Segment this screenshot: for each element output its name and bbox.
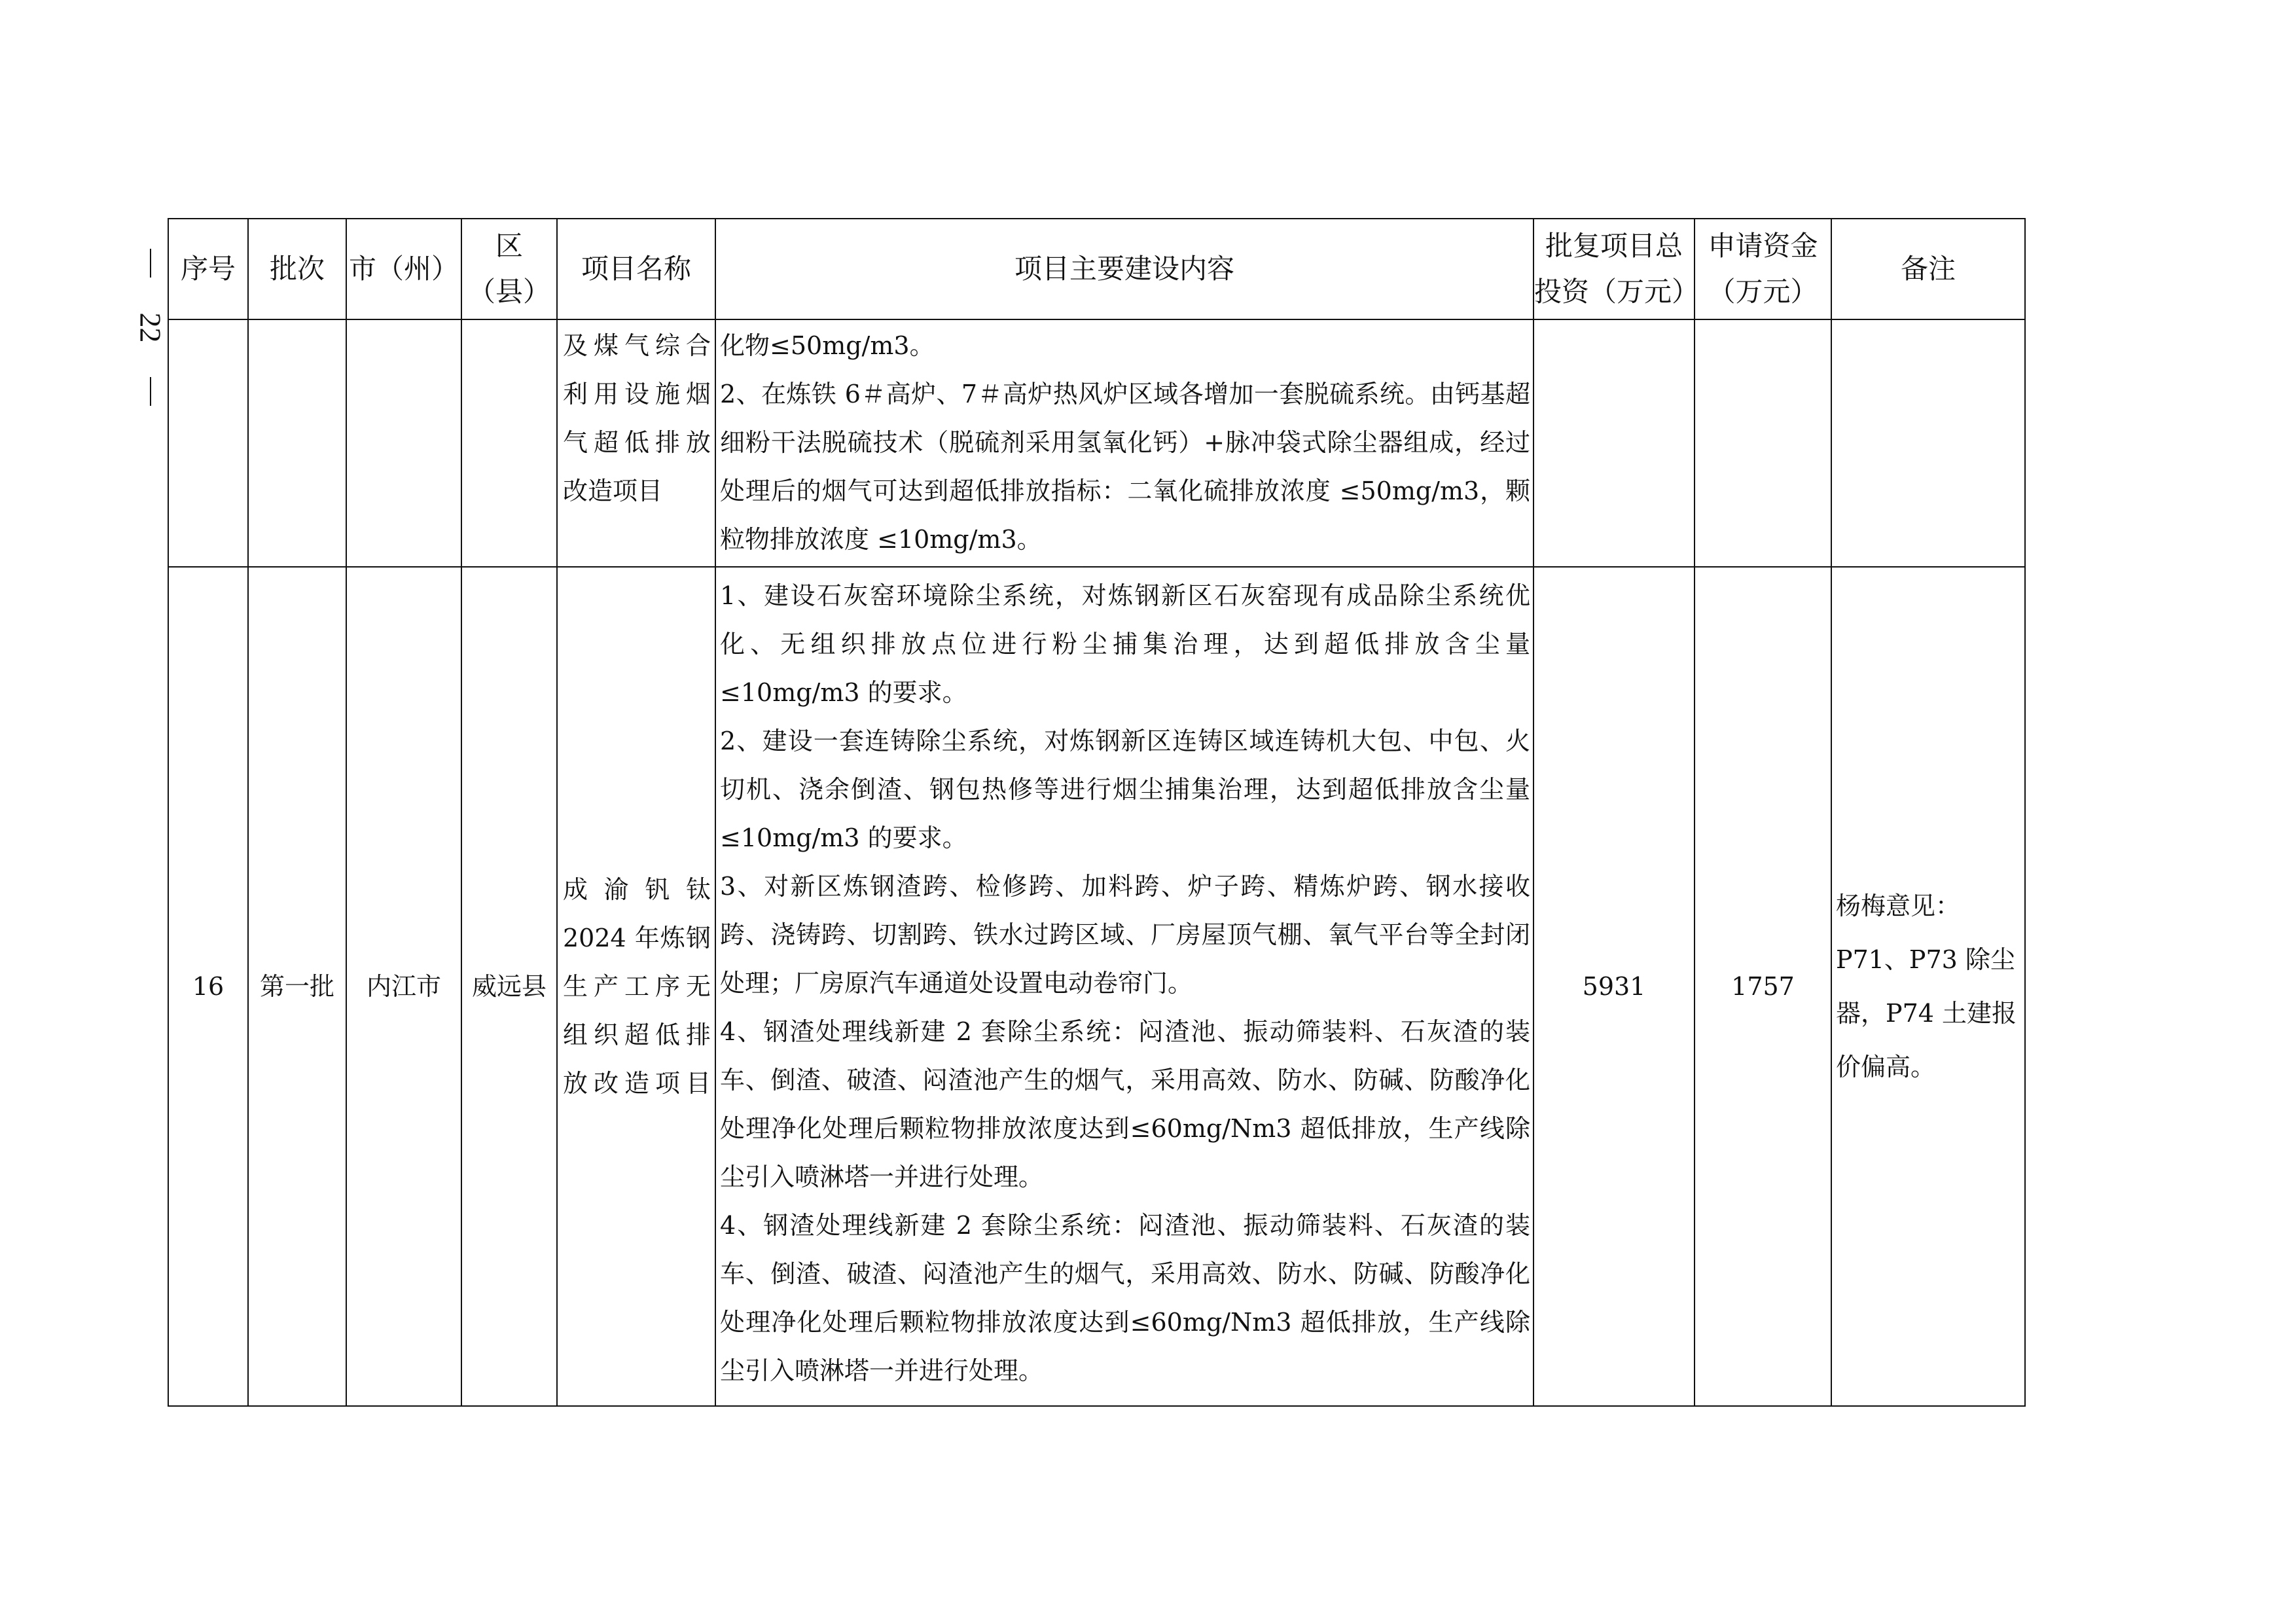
- page-number-dash-top: [150, 249, 151, 278]
- content-line: 2、在炼铁 6＃高炉、7＃高炉热风炉区域各增加一套脱硫系统。由钙基超细粉干法脱硫技术（脱硫剂采用氢氧化钙）+脉冲袋式除尘器组成，经过处理后的烟气可达到超低排放指标：二氧化硫排放浓度 ≤50mg/m3，颗粒物排放浓度 ≤10mg/m3。: [720, 380, 1530, 554]
- header-investment-line1: 批复项目总: [1545, 230, 1683, 262]
- header-investment: [1534, 219, 1700, 319]
- page-number-text: 22: [134, 312, 168, 342]
- table-row: [168, 567, 2025, 1406]
- cell-remarks: [1831, 319, 2025, 567]
- content-item: 1、建设石灰窑环境除尘系统，对炼钢新区石灰窑现有成品除尘系统优化、无组织排放点位进行粉尘捕集治理，达到超低排放含尘量≤10mg/m3 的要求。: [720, 581, 1530, 707]
- cell-funding: [1695, 319, 1831, 567]
- header-city: 市（州）: [346, 219, 461, 319]
- name-line: 利用设施烟: [563, 380, 711, 408]
- header-seq: 序号: [168, 219, 248, 319]
- project-table: [168, 218, 2026, 1407]
- page-number-dash-bottom: [150, 377, 151, 406]
- cell-content: [715, 567, 1534, 1406]
- cell-county: 威远县: [461, 567, 557, 1406]
- cell-investment: 5931: [1534, 567, 1695, 1406]
- cell-county: [461, 319, 557, 567]
- name-line: 及煤气综合: [563, 331, 711, 360]
- cell-project-name: [557, 319, 715, 567]
- page-number: [134, 249, 168, 406]
- cell-remarks: 杨梅意见：P71、P73 除尘器，P74 土建报价偏高。: [1831, 567, 2025, 1406]
- cell-batch: [248, 319, 346, 567]
- name-line: 组织超低排: [563, 1020, 711, 1049]
- cell-seq: 16: [168, 567, 248, 1406]
- table-row-continued: [168, 319, 2025, 567]
- content-item: 3、对新区炼钢渣跨、检修跨、加料跨、炉子跨、精炼炉跨、钢水接收跨、浇铸跨、切割跨、铁水过跨区域、厂房屋顶气棚、氧气平台等全封闭处理；厂房原汽车通道处设置电动卷帘门。: [720, 872, 1530, 998]
- header-funding-line1: 申请资金: [1708, 230, 1818, 262]
- cell-project-name: [557, 567, 715, 1406]
- table-header-row: [168, 219, 2025, 319]
- content-item: 4、钢渣处理线新建 2 套除尘系统：闷渣池、振动筛装料、石灰渣的装车、倒渣、破渣、闷渣池产生的烟气，采用高效、防水、防碱、防酸净化处理净化处理后颗粒物排放浓度达到≤60mg/Nm3 超低排放，生产线除尘引入喷淋塔一并进行处理。: [720, 1211, 1530, 1385]
- content-item: 4、钢渣处理线新建 2 套除尘系统：闷渣池、振动筛装料、石灰渣的装车、倒渣、破渣、闷渣池产生的烟气，采用高效、防水、防碱、防酸净化处理净化处理后颗粒物排放浓度达到≤60mg/Nm3 超低排放，生产线除尘引入喷淋塔一并进行处理。: [720, 1017, 1530, 1191]
- header-batch: 批次: [248, 219, 346, 319]
- header-county: 区（县）: [461, 219, 557, 319]
- header-funding-line2: （万元）: [1708, 276, 1818, 308]
- header-content: 项目主要建设内容: [715, 219, 1534, 319]
- name-line: 成渝钒钛: [563, 875, 711, 904]
- content-line: 化物≤50mg/m3。: [720, 331, 935, 360]
- name-line: 气超低排放: [563, 428, 711, 457]
- header-funding: [1695, 219, 1831, 319]
- header-project-name: 项目名称: [557, 219, 715, 319]
- header-remarks: 备注: [1831, 219, 2025, 319]
- name-line: 2024 年炼钢: [563, 924, 711, 952]
- cell-seq: [168, 319, 248, 567]
- cell-funding: 1757: [1695, 567, 1831, 1406]
- cell-content: [715, 319, 1534, 567]
- cell-investment: [1534, 319, 1695, 567]
- cell-city: 内江市: [346, 567, 461, 1406]
- header-investment-line2: 投资（万元）: [1534, 276, 1700, 308]
- name-line: 放改造项目: [563, 1069, 711, 1098]
- cell-city: [346, 319, 461, 567]
- cell-batch: 第一批: [248, 567, 346, 1406]
- content-item: 2、建设一套连铸除尘系统，对炼钢新区连铸区域连铸机大包、中包、火切机、浇余倒渣、钢包热修等进行烟尘捕集治理，达到超低排放含尘量≤10mg/m3 的要求。: [720, 727, 1530, 852]
- name-line: 生产工序无: [563, 972, 711, 1001]
- name-line: 改造项目: [563, 477, 663, 505]
